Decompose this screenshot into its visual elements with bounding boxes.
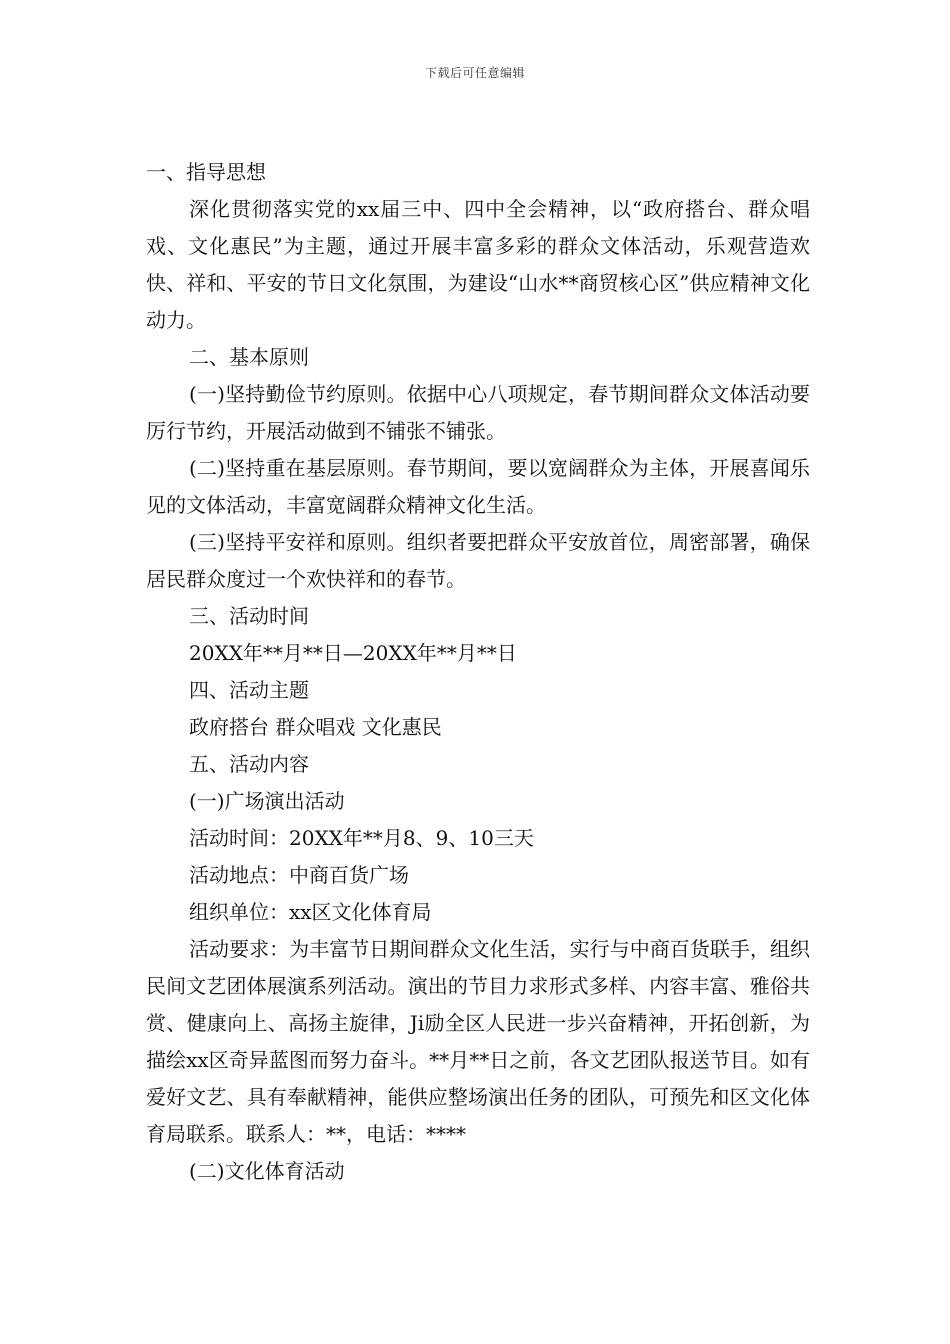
paragraph-activity-time: 20XX年**月**日—20XX年**月**日: [189, 641, 517, 665]
heading-activity-theme: 四、活动主题: [189, 678, 309, 702]
paragraph-event-time: 活动时间：20XX年**月8、9、10三天: [189, 826, 534, 850]
heading-guiding-thought: 一、指导思想: [146, 160, 266, 184]
document-body: [146, 154, 810, 1190]
subheading-culture-sports: (二)文化体育活动: [189, 1159, 345, 1183]
paragraph-event-requirements: 活动要求：为丰富节日期间群众文化生活，实行与中商百货联手，组织民间文艺团体展演系列活动。演出的节目力求形式多样、内容丰富、雅俗共赏、健康向上、高扬主旋律，Ji励全区人民进一步兴奋精神，开拓创新，为描绘xx区奇异蓝图而努力奋斗。**月**日之前，各文艺团队报送节目。如有爱好文艺、具有奉献精神，能供应整场演出任务的团队，可预先和区文化体育局联系。联系人：**，电话：****: [146, 937, 810, 1146]
paragraph-principle-1: (一)坚持勤俭节约原则。依据中心八项规定，春节期间群众文体活动要厉行节约，开展活动做到不铺张不铺张。: [146, 382, 810, 443]
paragraph-principle-3: (三)坚持平安祥和原则。组织者要把群众平安放首位，周密部署，确保居民群众度过一个欢快祥和的春节。: [146, 530, 810, 591]
subheading-square-performance: (一)广场演出活动: [189, 789, 345, 813]
paragraph-principle-2: (二)坚持重在基层原则。春节期间，要以宽阔群众为主体，开展喜闻乐见的文体活动，丰富宽阔群众精神文化生活。: [146, 456, 810, 517]
paragraph-guiding-thought: 深化贯彻落实党的xx届三中、四中全会精神，以“政府搭台、群众唱戏、文化惠民”为主题，通过开展丰富多彩的群众文体活动，乐观营造欢快、祥和、平安的节日文化氛围，为建设“山水**商贸核心区”供应精神文化动力。: [146, 197, 810, 332]
paragraph-activity-theme: 政府搭台 群众唱戏 文化惠民: [189, 715, 442, 739]
paragraph-event-location: 活动地点：中商百货广场: [189, 863, 409, 887]
heading-activity-time: 三、活动时间: [189, 604, 309, 628]
heading-activity-content: 五、活动内容: [189, 752, 309, 776]
page-header: 下载后可任意编辑: [424, 66, 525, 80]
paragraph-organizer: 组织单位：xx区文化体育局: [189, 900, 432, 924]
heading-basic-principles: 二、基本原则: [189, 345, 309, 369]
